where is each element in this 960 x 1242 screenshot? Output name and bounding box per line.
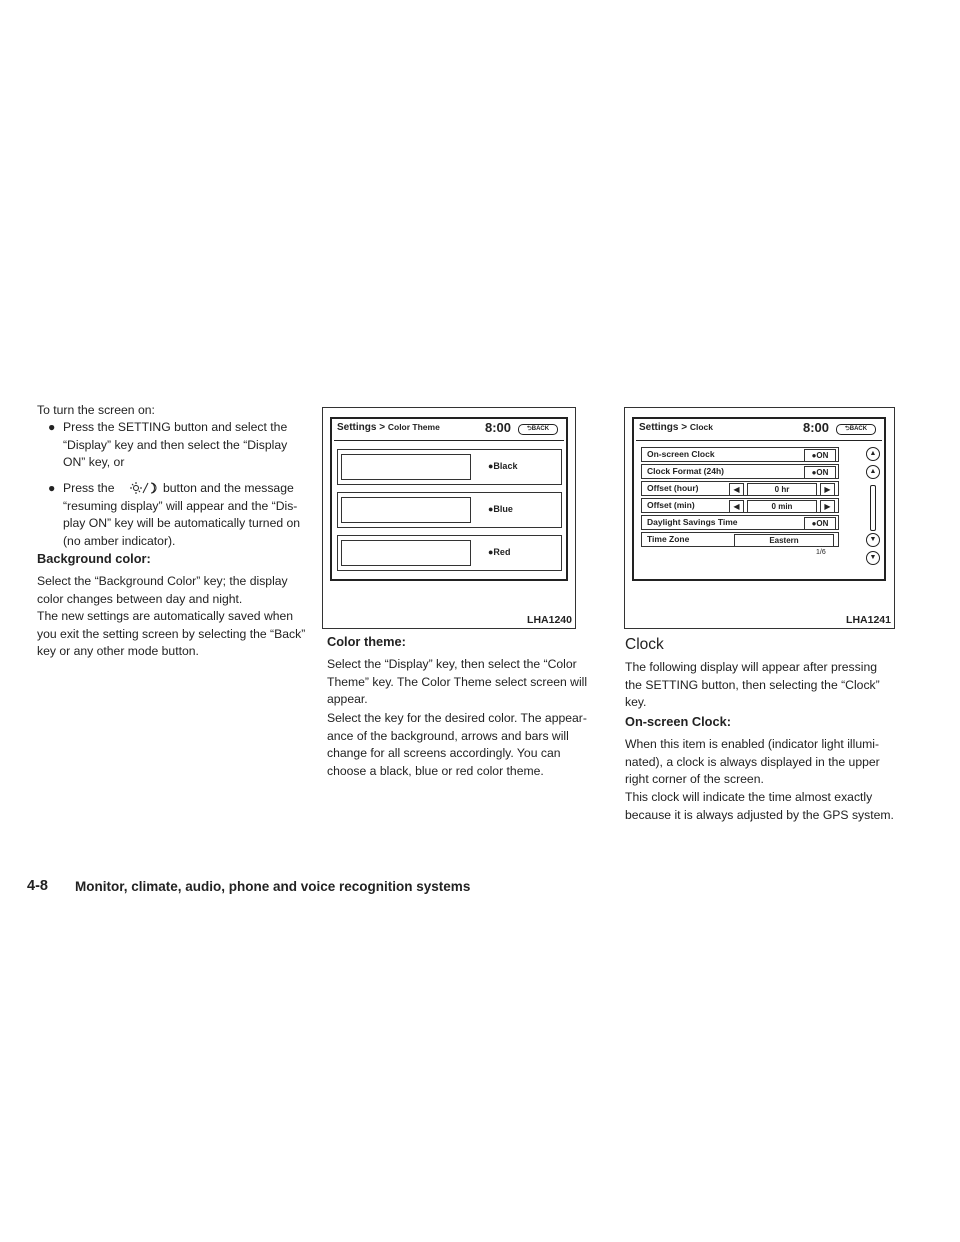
left-arrow-icon[interactable]: ◀: [729, 483, 744, 496]
bullet-item-2: [48, 480, 310, 552]
scroll-bar[interactable]: [870, 485, 876, 531]
figure-code: LHA1241: [846, 614, 891, 626]
scroll-top-icon[interactable]: ▲: [866, 447, 880, 461]
bullet-item-1: [48, 419, 310, 473]
on-indicator[interactable]: ●ON: [804, 449, 836, 462]
option-label: ●Black: [488, 461, 518, 471]
figure-color-theme: [322, 407, 576, 629]
intro-text: To turn the screen on:: [37, 403, 155, 417]
on-indicator[interactable]: ●ON: [804, 517, 836, 530]
back-button[interactable]: [518, 424, 558, 435]
clock-screen: [632, 417, 886, 581]
breadcrumb-sub: Clock: [689, 422, 714, 432]
figure-code: LHA1240: [527, 614, 572, 626]
row-label: Offset (hour): [647, 483, 699, 493]
row-label: Offset (min): [647, 500, 695, 510]
scroll-page-up-icon[interactable]: ▲: [866, 465, 880, 479]
breadcrumb-main: Settings >: [337, 422, 386, 433]
background-color-para-2: The new settings are automatically saved when you exit the setting screen by selecting the “Back” key or any other mode button.: [37, 609, 306, 658]
page-number: 4-8: [27, 878, 48, 894]
scroll-bottom-icon[interactable]: ▼: [866, 551, 880, 565]
header-divider: [636, 440, 882, 441]
clock-display: 8:00: [484, 420, 511, 435]
color-preview: [341, 540, 471, 566]
onscreen-clock-heading: On-screen Clock:: [625, 714, 731, 729]
option-red[interactable]: [337, 535, 562, 571]
option-label: ●Blue: [488, 504, 513, 514]
bullet-text-post: button and the message “resuming display” will appear and the “Dis- play ON” key will be automatically turned on (no amber indicator).: [63, 481, 301, 548]
page-indicator: 1/6: [816, 549, 826, 556]
row-daylight-savings[interactable]: [641, 515, 839, 530]
clock-display: 8:00: [802, 420, 829, 435]
breadcrumb: [639, 422, 713, 433]
right-arrow-icon[interactable]: ▶: [820, 483, 835, 496]
row-label: On-screen Clock: [647, 449, 715, 459]
clock-para-3: This clock will indicate the time almost exactly because it is always adjusted by the GPS system.: [625, 790, 894, 822]
breadcrumb: [337, 422, 440, 433]
figure-clock: [624, 407, 895, 629]
bullet-icon: ●: [48, 481, 56, 495]
time-zone-value[interactable]: Eastern: [734, 534, 834, 547]
color-preview: [341, 454, 471, 480]
color-theme-para-1: Select the “Display” key, then select the “Color Theme” key. The Color Theme select screen will appear.: [327, 657, 588, 706]
header-divider: [334, 440, 564, 441]
background-color-para-1: Select the “Background Color” key; the display color changes between day and night.: [37, 574, 288, 606]
breadcrumb-sub: Color Theme: [387, 422, 440, 432]
clock-section-title: Clock: [625, 636, 664, 653]
clock-para-2: When this item is enabled (indicator light illumi- nated), a clock is always displayed in the upper right corner of the screen.: [625, 737, 880, 786]
option-black[interactable]: [337, 449, 562, 485]
bullet-text: Press the SETTING button and select the “Display” key and then select the “Display ON” key, or: [63, 420, 288, 469]
color-theme-para-2: Select the key for the desired color. The appear- ance of the background, arrows and bars will change for all screens accordingly. You can choose a black, blue or red color theme.: [327, 711, 587, 778]
row-label: Clock Format (24h): [647, 466, 724, 476]
clock-para-1: The following display will appear after pressing the SETTING button, then selecting the “Clock” key.: [625, 660, 880, 709]
row-label: Time Zone: [647, 534, 690, 544]
row-time-zone[interactable]: [641, 532, 839, 547]
scroll-page-down-icon[interactable]: ▼: [866, 533, 880, 547]
right-arrow-icon[interactable]: ▶: [820, 500, 835, 513]
on-indicator[interactable]: ●ON: [804, 466, 836, 479]
back-icon: ⮌: [844, 426, 850, 432]
color-theme-screen: [330, 417, 568, 581]
back-icon: ⮌: [526, 426, 532, 432]
breadcrumb-main: Settings >: [639, 422, 688, 433]
row-offset-hour: [641, 481, 839, 496]
background-color-heading: Background color:: [37, 551, 151, 566]
row-clock-format[interactable]: [641, 464, 839, 479]
row-offset-min: [641, 498, 839, 513]
offset-min-value: 0 min: [747, 500, 817, 513]
color-theme-heading: Color theme:: [327, 634, 406, 649]
option-blue[interactable]: [337, 492, 562, 528]
row-onscreen-clock[interactable]: [641, 447, 839, 462]
back-button[interactable]: [836, 424, 876, 435]
bullet-icon: ●: [48, 420, 56, 434]
color-preview: [341, 497, 471, 523]
row-label: Daylight Savings Time: [647, 517, 738, 527]
back-label: BACK: [849, 426, 868, 432]
left-arrow-icon[interactable]: ◀: [729, 500, 744, 513]
footer-title: Monitor, climate, audio, phone and voice recognition systems: [75, 879, 471, 894]
bullet-text-pre: Press the: [63, 481, 115, 495]
back-label: BACK: [531, 426, 550, 432]
option-label: ●Red: [488, 547, 511, 557]
offset-hour-value: 0 hr: [747, 483, 817, 496]
